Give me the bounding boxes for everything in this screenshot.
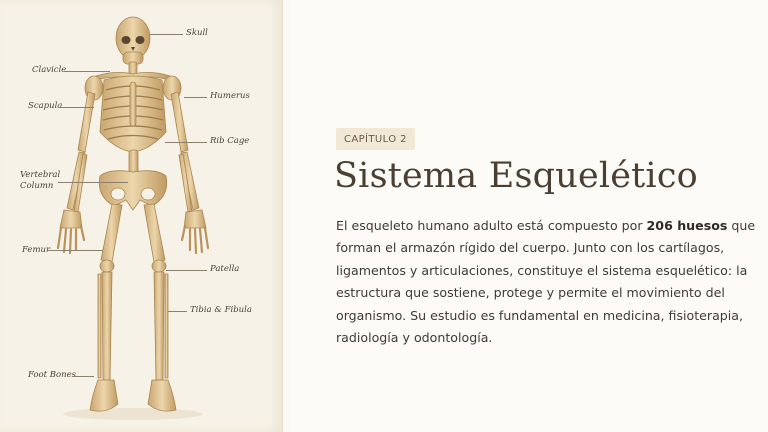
label-rib-cage: Rib Cage	[210, 136, 250, 146]
patella-bone	[100, 260, 114, 272]
label-skull: Skull	[186, 28, 208, 38]
leader-line	[58, 182, 128, 183]
leader-line	[48, 250, 103, 251]
leader-line	[150, 34, 183, 35]
content-panel	[290, 0, 768, 432]
body-text-start: El esqueleto humano adulto está compuesto por	[336, 218, 647, 233]
label-vertebral-column-2: Column	[20, 181, 54, 191]
label-vertebral-column-1: Vertebral	[20, 170, 61, 180]
femur-bone	[101, 204, 122, 262]
leader-line	[72, 376, 94, 377]
foot-bones	[90, 380, 118, 411]
chapter-badge: CAPÍTULO 2	[336, 128, 415, 150]
illustration-panel	[0, 0, 283, 432]
label-foot-bones: Foot Bones	[28, 370, 77, 380]
pelvis-bone	[99, 171, 166, 210]
label-humerus: Humerus	[210, 91, 250, 101]
body-text-end: que forman el armazón rígido del cuerpo. Junto con los cartílagos, ligamentos y articulaciones, constituye el sistema esquelético: la estructura que sostiene, protege y permite el movimiento del organismo. Su estudio es fundamental en medicina, fisioterapia, radiología y odontología.	[336, 218, 756, 346]
label-scapula: Scapula	[28, 101, 63, 111]
label-clavicle: Clavicle	[32, 65, 67, 75]
body-paragraph	[336, 215, 766, 349]
body-highlight: 206 huesos	[646, 218, 728, 233]
label-patella: Patella	[210, 264, 240, 274]
leader-line	[165, 142, 207, 143]
label-tibia-fibula: Tibia & Fibula	[190, 305, 252, 315]
leader-line	[168, 311, 187, 312]
leader-line	[64, 71, 110, 72]
leader-line	[184, 97, 207, 98]
label-femur: Femur	[22, 245, 51, 255]
leader-line	[166, 270, 207, 271]
tibia-bone	[102, 272, 112, 380]
vertebral-column	[129, 150, 138, 174]
page-title: Sistema Esquelético	[334, 156, 698, 196]
leader-line	[58, 107, 94, 108]
humerus-bone	[78, 92, 95, 152]
